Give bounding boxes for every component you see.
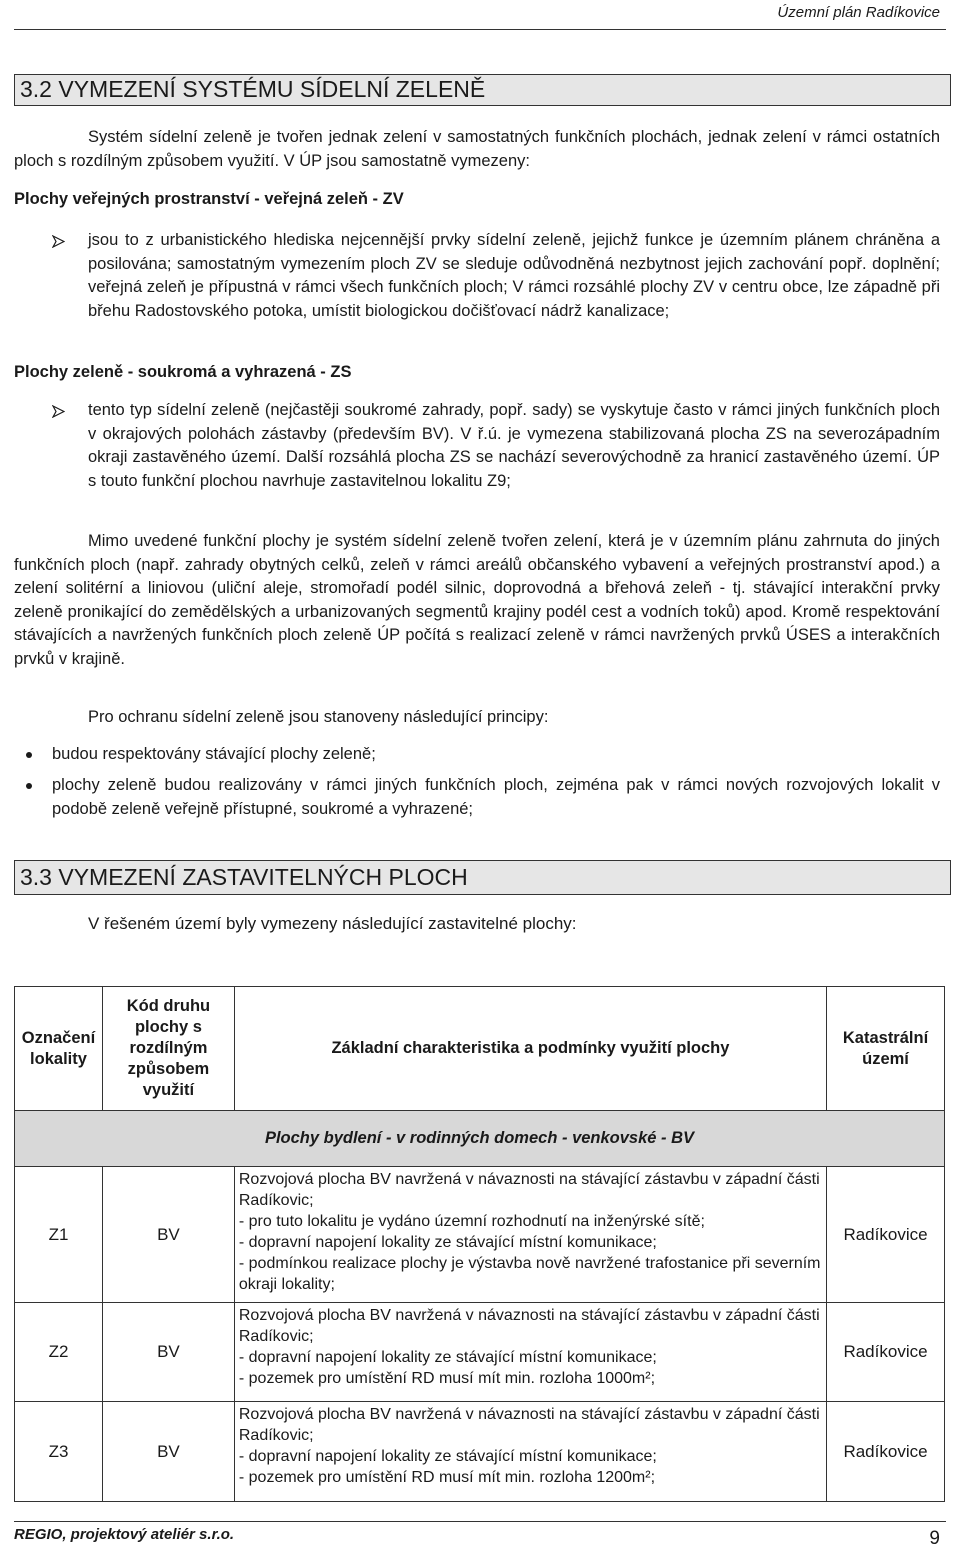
footer-company [14,1526,234,1543]
page-header-title: Územní plán Radíkovice [777,4,940,21]
page-number: 9 [929,1528,940,1549]
row-description [234,1303,826,1402]
desc-line: - dopravní napojení lokality ze stávající místní komunikace; [238,1448,657,1465]
row-area: Radíkovice [827,1167,945,1303]
desc-line: - dopravní napojení lokality ze stávající místní komunikace; [238,1234,657,1251]
header-kod: Kód druhu plochy s rozdílným způsobem využití [102,987,234,1111]
category-row [15,1111,945,1167]
row-area: Radíkovice [827,1402,945,1502]
row-id: Z2 [15,1303,103,1402]
zs-paragraph: tento typ sídelní zeleně (nejčastěji soukromé zahrady, popř. sady) se vyskytuje často v rámci jiných funkčních ploch v okrajových polohách zástavby (především BV). V ř.ú. je vymezena stabilizovaná plocha ZS na severozápadním okraji zastavěného území. Další rozsáhlá plocha ZS se nachází severovýchodně za hranicí zastavěného území. ÚP s touto funkční plochou navrhuje zastavitelnou lokalitu Z9; [88,401,940,490]
footer-company-text: REGIO, projektový ateliér s.r.o. [14,1526,235,1543]
row-description [234,1402,826,1502]
table-row [15,1167,945,1303]
desc-line: Rozvojová plocha BV navržená v návaznosti na stávající zástavbu v západní části Radíkovic; [238,1307,820,1345]
row-code: BV [102,1303,234,1402]
principles-intro: Pro ochranu sídelní zeleně jsou stanoveny následující principy: [88,708,549,726]
category-label: Plochy bydlení - v rodinných domech - venkovské - BV [15,1111,945,1167]
header-katastralni: Katastrální území [827,987,945,1111]
row-code: BV [102,1167,234,1303]
principle-2: plochy zeleně budou realizovány v rámci jiných funkčních ploch, zejména pak v rámci nových rozvojových lokalit v podobě zeleně veřejně přístupné, soukromé a vyhrazené; [52,776,940,818]
section2-intro: V řešeném území byly vymezeny následující zastavitelné plochy: [88,914,577,933]
header-divider [14,29,946,30]
section-heading-3-2: 3.2 VYMEZENÍ SYSTÉMU SÍDELNÍ ZELENĚ [14,74,951,106]
table-row [15,1402,945,1502]
row-id: Z3 [15,1402,103,1502]
header-charakteristika: Základní charakteristika a podmínky využití plochy [234,987,826,1111]
desc-line: - pozemek pro umístění RD musí mít min. rozloha 1200m²; [238,1469,656,1486]
desc-line: - podmínkou realizace plochy je výstavba nově navržené trafostanice při severním okraji lokality; [238,1255,821,1293]
table-row [15,1303,945,1402]
zv-heading: Plochy veřejných prostranství - veřejná zeleň - ZV [14,190,404,208]
arrow-bullet-icon [52,405,65,418]
principle-1: budou respektovány stávající plochy zeleně; [52,745,376,763]
row-id: Z1 [15,1167,103,1303]
desc-line: - dopravní napojení lokality ze stávající místní komunikace; [238,1349,657,1366]
arrow-bullet-icon [52,235,65,248]
desc-line: Rozvojová plocha BV navržená v návaznosti na stávající zástavbu v západní části Radíkovic; [238,1406,820,1444]
bullet-dot-icon [26,783,32,789]
zs-heading: Plochy zeleně - soukromá a vyhrazená - ZS [14,363,352,381]
bullet-dot-icon [26,752,32,758]
zv-paragraph: jsou to z urbanistického hlediska nejcennější prvky sídelní zeleně, jejichž funkce je územním plánem chráněna a posilována; samostatným vymezením ploch ZV se sleduje odůvodněná nezbytnost jejich zachování popř. doplnění; veřejná zeleň je přípustná v rámci všech funkčních ploch; V rámci rozsáhlé plochy ZV v centru obce, lze západně při břehu Radostovského potoka, umístit biologickou dočišťovací nádrž kanalizace; [88,231,940,320]
section-heading-3-3: 3.3 VYMEZENÍ ZASTAVITELNÝCH PLOCH [14,860,951,895]
row-code: BV [102,1402,234,1502]
row-area: Radíkovice [827,1303,945,1402]
row-description [234,1167,826,1303]
desc-line: - pozemek pro umístění RD musí mít min. rozloha 1000m²; [238,1370,656,1387]
zastavitelne-plochy-table [14,986,945,1502]
footer-divider [14,1521,946,1522]
mimo-paragraph: Mimo uvedené funkční plochy je systém sídelní zeleně tvořen zelení, která je v územním plánu zahrnuta do jiných funkčních ploch (např. zahrady obytných celků, zeleň v rámci areálů občanského vybavení a veřejných prostranství apod.) a zelení solitérní a liniovou (uliční aleje, stromořadí podél silnic, doprovodná a břehová zeleň - tj. stávající interakční prvky zeleně pronikající do zemědělských a urbanizovaných segmentů krajiny podél cest a vodních toků) apod. Kromě respektování stávajících a navržených funkčních ploch zeleně ÚP počítá s realizací zeleně v rámci navržených prvků ÚSES a interakčních prvků v krajině. [14,532,940,668]
table-header-row [15,987,945,1111]
desc-line: Rozvojová plocha BV navržená v návaznosti na stávající zástavbu v západní části Radíkovic; [238,1171,820,1209]
header-oznaceni: Označení lokality [15,987,103,1111]
desc-line: - pro tuto lokalitu je vydáno územní rozhodnutí na inženýrské sítě; [238,1213,705,1230]
intro-paragraph: Systém sídelní zeleně je tvořen jednak zelení v samostatných funkčních plochách, jednak zelení v rámci ostatních ploch s rozdílným způsobem využití. V ÚP jsou samostatně vymezeny: [14,128,940,170]
